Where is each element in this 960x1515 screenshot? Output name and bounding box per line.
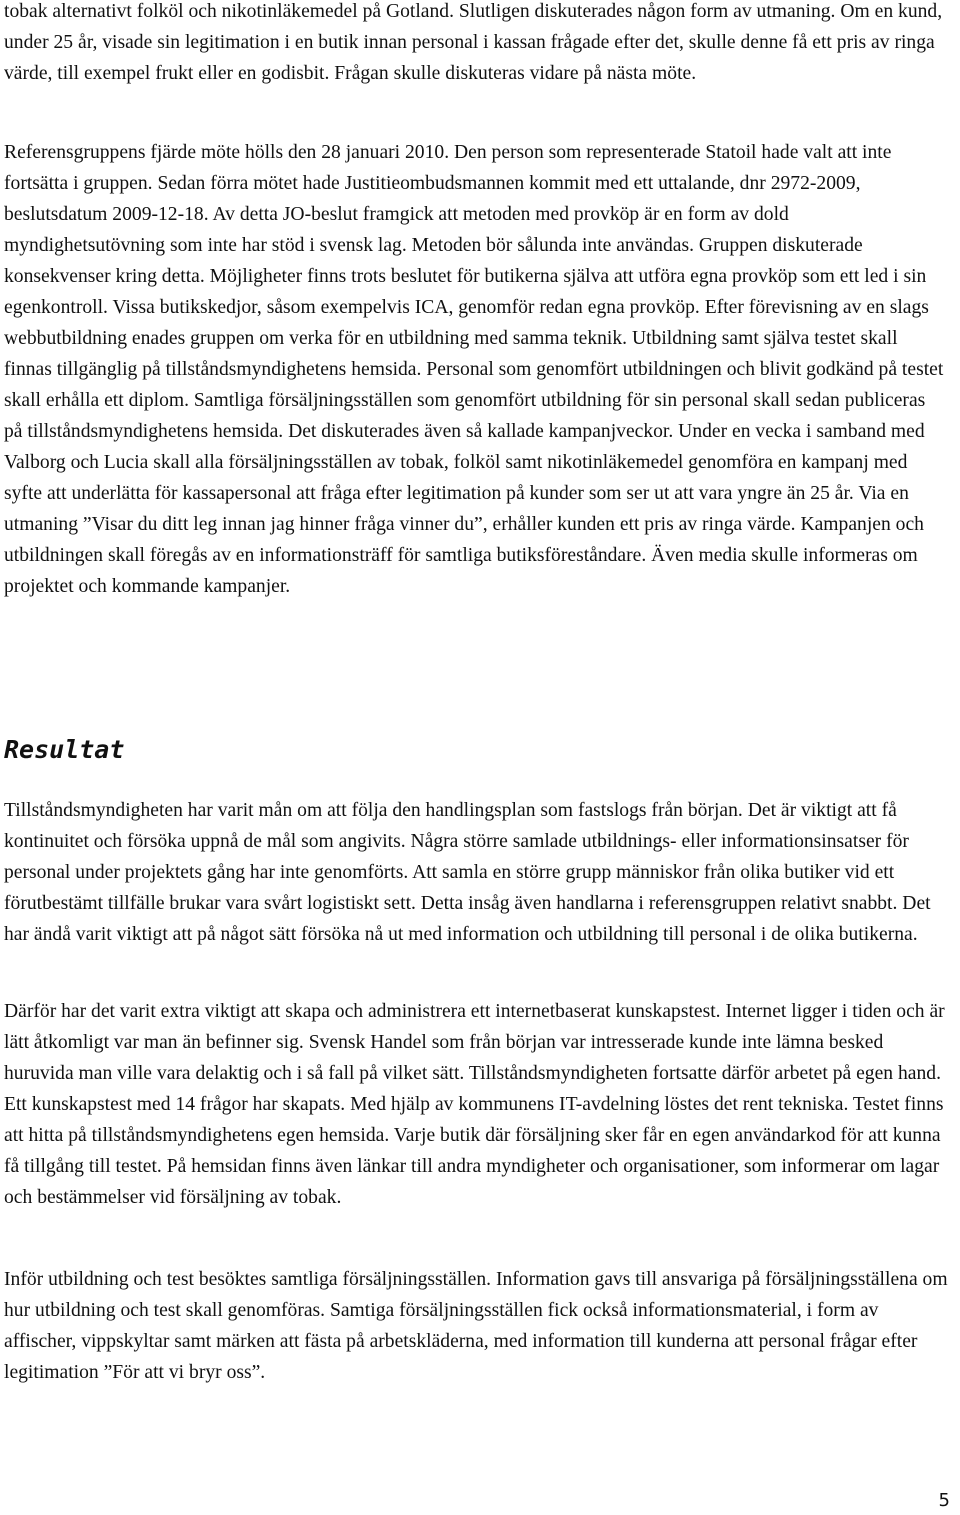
- paragraph-intro: tobak alternativt folköl och nikotinläkemedel på Gotland. Slutligen diskuterades någon form av utmaning. Om en kund, under 25 år, visade sin legitimation i en butik innan personal i kassan frågade efter det, skulle denne få ett pris av ringa värde, till exempel frukt eller en godisbit. Frågan skulle diskuteras vidare på nästa möte.: [4, 1, 943, 84]
- paragraph-resultat-1: Tillståndsmyndigheten har varit mån om att följa den handlingsplan som fastslogs från början. Det är viktigt att få kontinuitet och försöka uppnå de mål som angivits. Några större samlade utbildnings- eller informationsinsatser för personal under projektets gång har inte genomförts. Att samla en större grupp människor från olika butiker vid ett förutbestämt tillfälle brukar vara svårt logistiskt sett. Detta insåg även handlarna i referensgruppen relativt snabbt. Det har ändå varit viktigt att på något sätt försöka nå ut med information och utbildning till personal i de olika butikerna.: [4, 800, 931, 945]
- section-heading-resultat: Resultat: [4, 735, 125, 764]
- paragraph-referensgrupp-meeting: Referensgruppens fjärde möte hölls den 28 januari 2010. Den person som representerade Statoil hade valt att inte fortsätta i gruppen. Sedan förra mötet hade Justitieombudsmannen kommit med ett uttalande, dnr 2972-2009, beslutsdatum 2009-12-18. Av detta JO-beslut framgick att metoden med provköp är en form av dold myndighetsutövning som inte har stöd i svensk lag. Metoden bör sålunda inte användas. Gruppen diskuterade konsekvenser kring detta. Möjligheter finns trots beslutet för butikerna själva att utföra egna provköp som ett led i sin egenkontroll. Vissa butikskedjor, såsom exempelvis ICA, genomför redan egna provköp. Efter förevisning av en slags webbutbildning enades gruppen om verka för en utbildning med samma teknik. Utbildning samt själva testet skall finnas tillgänglig på tillståndsmyndighetens hemsida. Personal som genomfört utbildningen och blivit godkänd på testet skall erhålla ett diplom. Samtliga försäljningsställen som genomfört utbildning för sin personal skall sedan publiceras på tillståndsmyndighetens hemsida. Det diskuterades även så kallade kampanjveckor. Under en vecka i samband med Valborg och Lucia skall alla försäljningsställen av tobak, folköl samt nikotinläkemedel genomföra en kampanj med syfte att underlätta för kassapersonal att fråga efter legitimation på kunder som ser ut att vara yngre än 25 år. Via en utmaning ”Visar du ditt leg innan jag hinner fråga vinner du”, erhåller kunden ett pris av ringa värde. Kampanjen och utbildningen skall föregås av en informationsträff för samtliga butiksföreståndare. Även media skulle informeras om projektet och kommande kampanjer.: [4, 142, 944, 597]
- page-number: 5: [938, 1490, 950, 1511]
- paragraph-resultat-3: Inför utbildning och test besöktes samtliga försäljningsställen. Information gavs till ansvariga på försäljningsställena om hur utbildning och test skall genomföras. Samtiga försäljningsställen fick också informationsmaterial, i form av affischer, vippskyltar samt märken att fästa på arbetskläderna, med information till kunderna att personal frågar efter legitimation ”För att vi bryr oss”.: [4, 1269, 948, 1383]
- paragraph-resultat-2: Därför har det varit extra viktigt att skapa och administrera ett internetbaserat kunskapstest. Internet ligger i tiden och är lätt åtkomligt var man än befinner sig. Svensk Handel som från början var intresserade kunde inte lämna besked huruvida man ville vara delaktig och i så fall på vilket sätt. Tillståndsmyndigheten fortsatte därför arbetet på egen hand. Ett kunskapstest med 14 frågor har skapats. Med hjälp av kommunens IT-avdelning löstes det rent tekniska. Testet finns att hitta på tillståndsmyndighetens egen hemsida. Varje butik där försäljning sker får en egen användarkod för att kunna få tillgång till testet. På hemsidan finns även länkar till andra myndigheter och organisationer, som informerar om lagar och bestämmelser vid försäljning av tobak.: [4, 1001, 945, 1208]
